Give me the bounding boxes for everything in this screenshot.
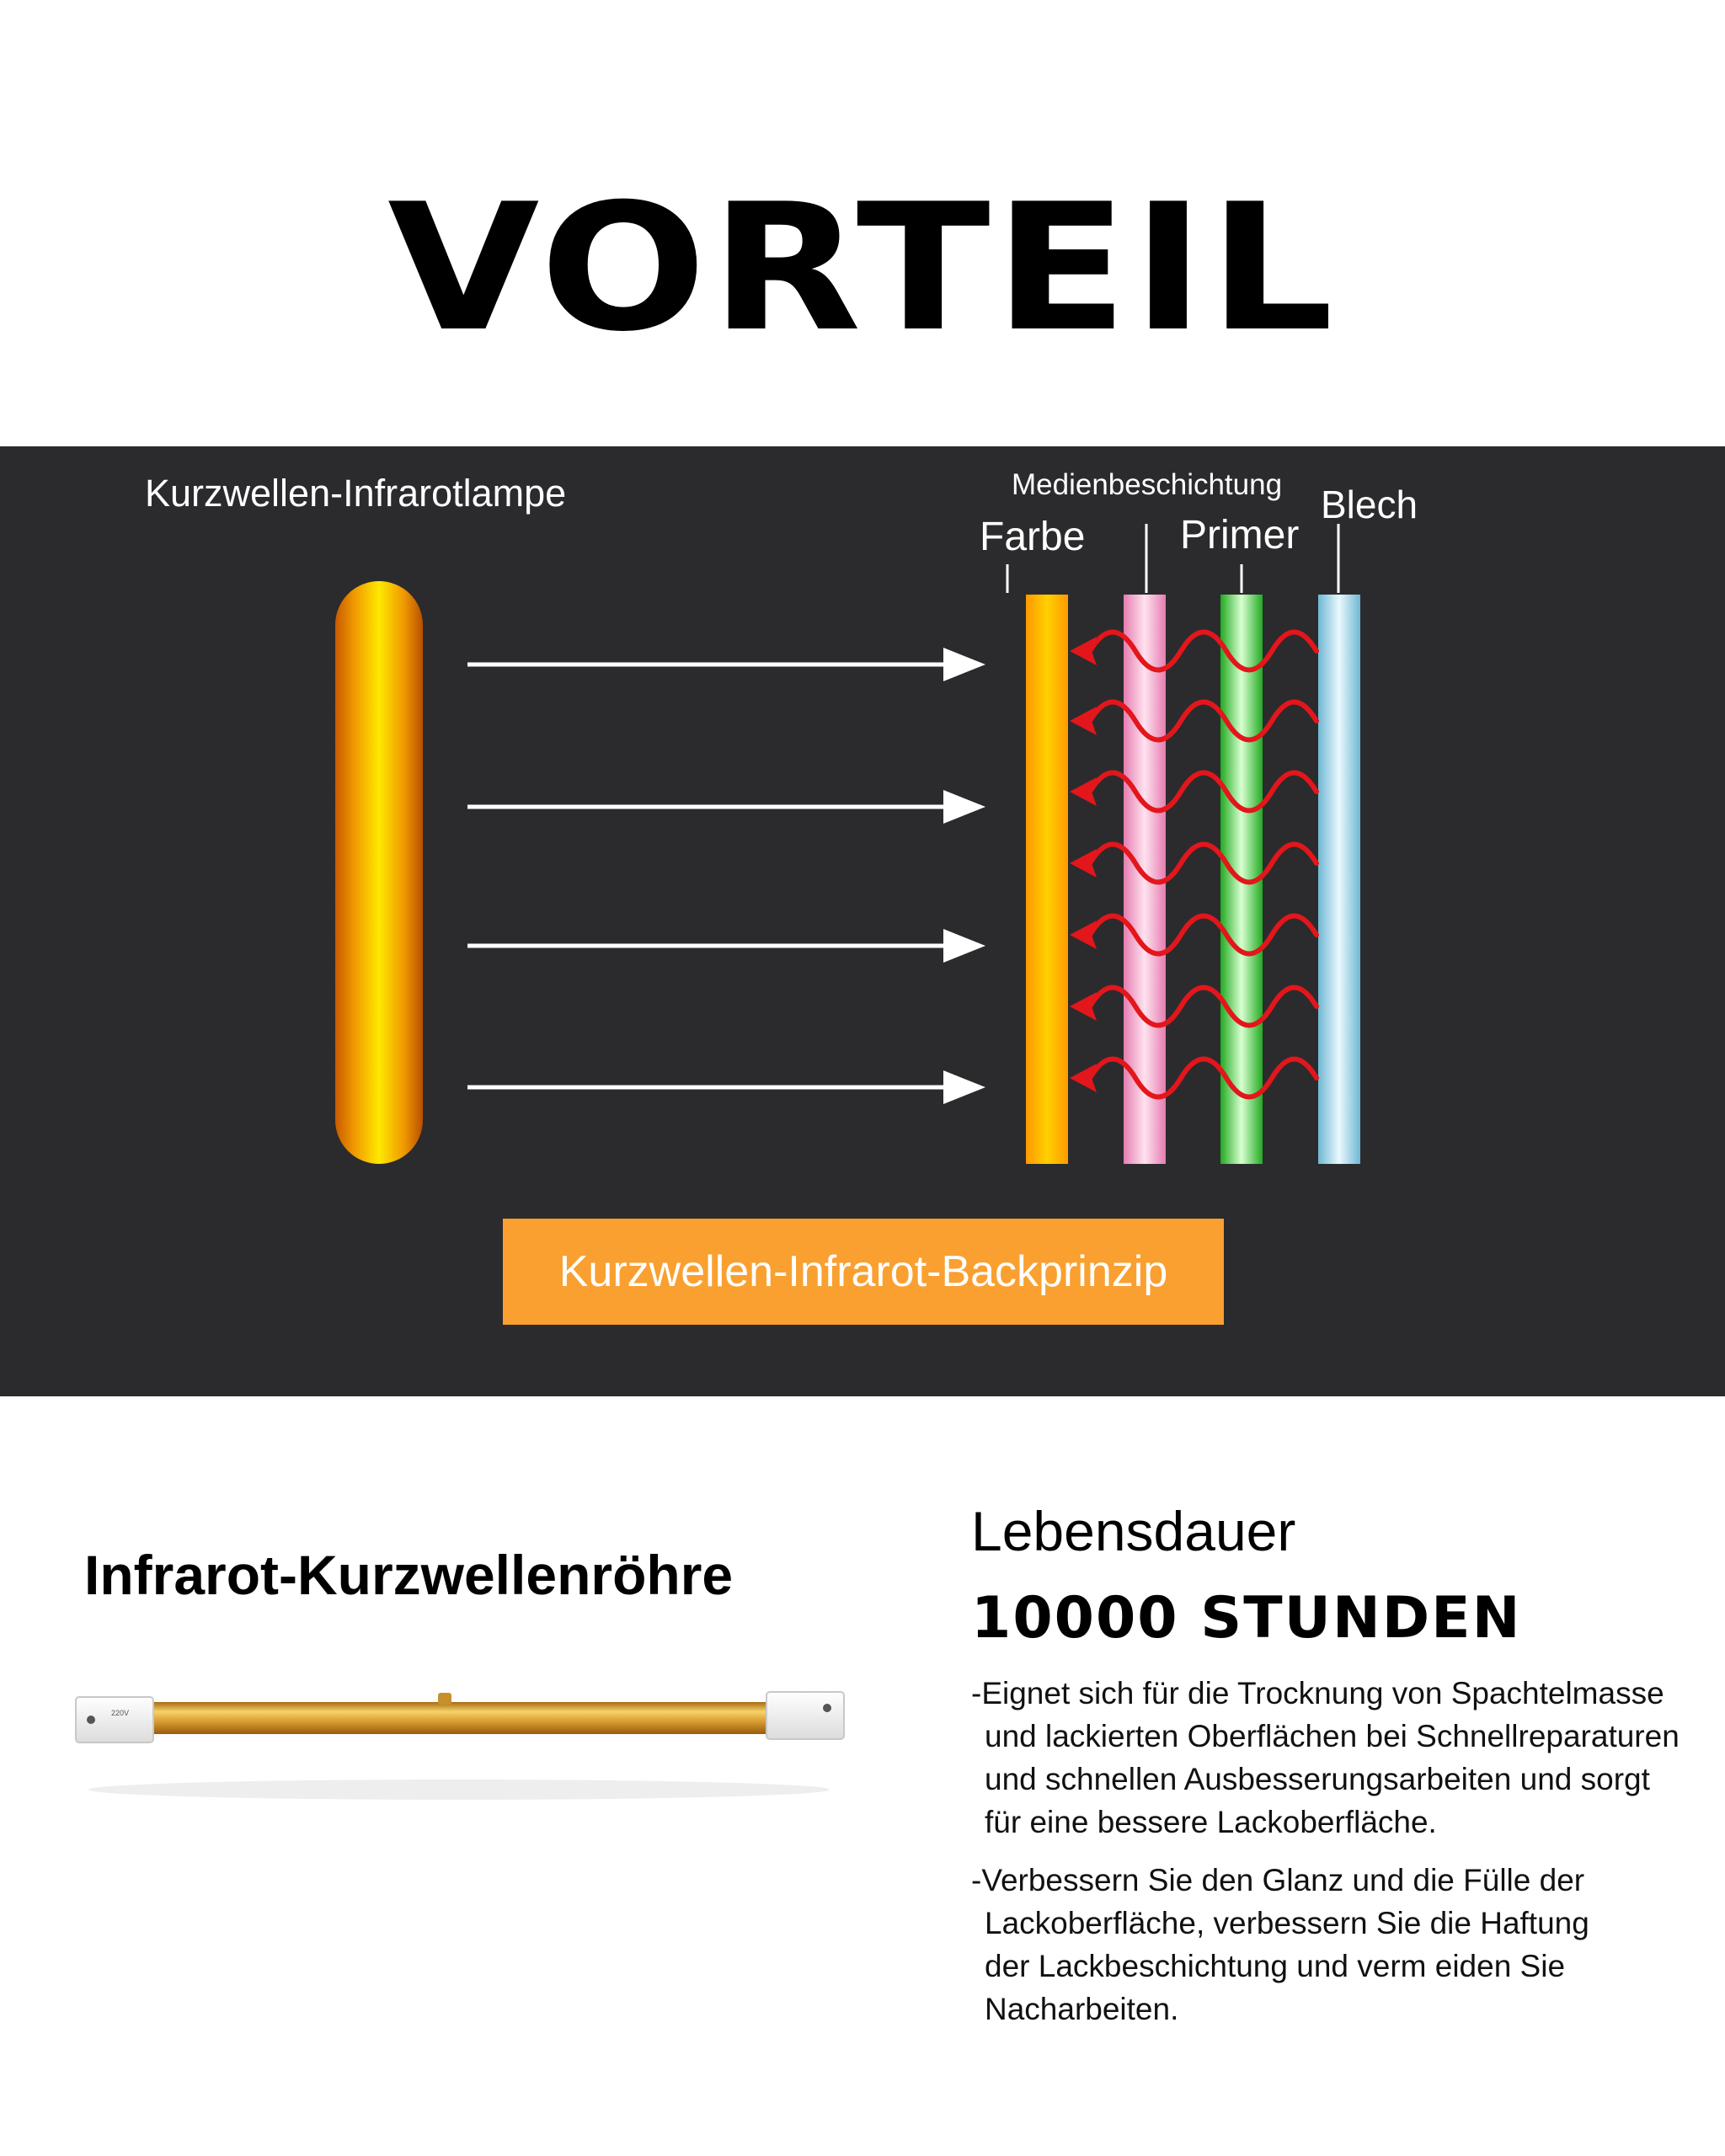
- bullet-line: und schnellen Ausbesserungsarbeiten und sorgt: [985, 1762, 1650, 1796]
- lifetime-value: 10000 STUNDEN: [971, 1585, 1522, 1652]
- bullet-line: Nacharbeiten.: [985, 1992, 1179, 2026]
- feature-bullet: [971, 1859, 1712, 2031]
- paint-label: Farbe: [980, 515, 1086, 559]
- sheet-label: Blech: [1321, 483, 1418, 526]
- bullet-line: der Lackbeschichtung und verm eiden Sie: [985, 1949, 1566, 1983]
- radiation-arrow: [467, 648, 985, 681]
- bullet-line: -Verbessern Sie den Glanz und die Fülle der: [971, 1863, 1585, 1897]
- bullet-line: und lackierten Oberflächen bei Schnellreparaturen: [985, 1719, 1680, 1753]
- principle-banner: Kurzwellen-Infrarot-Backprinzip: [503, 1219, 1224, 1325]
- tube-marking: 220V: [111, 1709, 130, 1717]
- bullet-line: Lackoberfläche, verbessern Sie die Haftung: [985, 1906, 1589, 1940]
- media-coating-label: Medienbeschichtung: [1012, 468, 1283, 501]
- bullet-line: -Eignet sich für die Trocknung von Spachtelmasse: [971, 1676, 1664, 1710]
- product-title: Infrarot-Kurzwellenröhre: [84, 1544, 734, 1606]
- infrared-tube-icon: [59, 1672, 859, 1815]
- heat-wave-arrowheads: [1070, 637, 1097, 1092]
- lamp-label: Kurzwellen-Infrarotlampe: [145, 472, 567, 515]
- sheet-layer: [1318, 595, 1360, 1164]
- paint-layer: [1026, 595, 1068, 1164]
- radiation-arrow: [467, 929, 985, 963]
- feature-bullet: [971, 1672, 1712, 1844]
- radiation-arrow: [467, 1070, 985, 1104]
- page-title: VORTEIL: [387, 167, 1338, 371]
- lifetime-label: Lebensdauer: [971, 1500, 1296, 1562]
- radiation-arrows: [467, 648, 985, 1104]
- media-coating-layer: [1124, 595, 1166, 1164]
- primer-label: Primer: [1180, 513, 1300, 558]
- bullet-line: für eine bessere Lackoberfläche.: [985, 1805, 1437, 1839]
- radiation-arrow: [467, 790, 985, 824]
- infrared-lamp-icon: [335, 581, 423, 1164]
- infrared-principle-diagram: [0, 446, 1725, 1396]
